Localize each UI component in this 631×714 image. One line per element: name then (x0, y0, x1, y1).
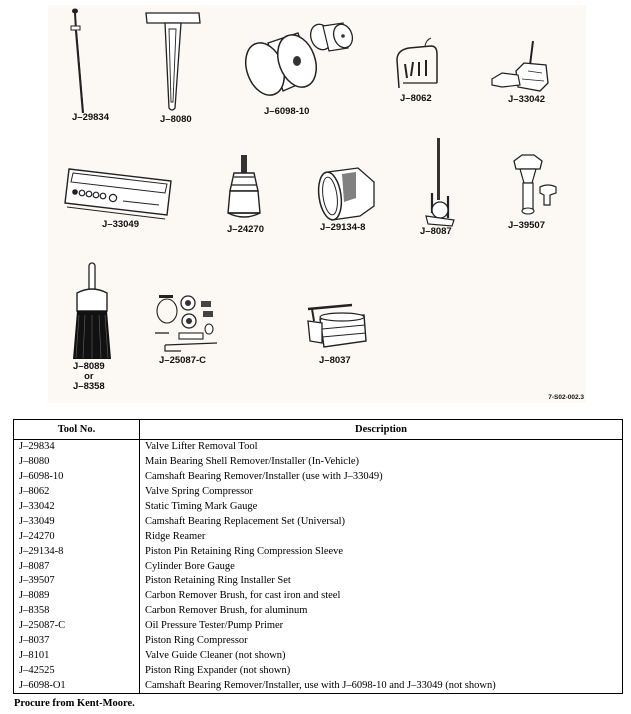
description-cell: Camshaft Bearing Replacement Set (Universal) (140, 514, 623, 529)
table-header-row (14, 420, 623, 440)
tool-label: J–33049 (102, 219, 139, 230)
table-row (14, 514, 623, 529)
tool-label: J–6098-10 (264, 106, 310, 117)
camshaft-bearing-set-case-drawing (63, 167, 175, 219)
description-cell: Valve Spring Compressor (140, 485, 623, 500)
tool-label: J–29834 (72, 112, 109, 123)
tool-number-cell: J–42525 (14, 663, 140, 678)
bore-gauge-drawing (420, 138, 460, 228)
carbon-remover-brush-drawing (71, 263, 115, 363)
tool-number-cell: J–29134-8 (14, 544, 140, 559)
tool-label: J–8062 (400, 93, 432, 104)
table-row (14, 500, 623, 515)
tool-number-cell: J–24270 (14, 529, 140, 544)
description-cell: Valve Lifter Removal Tool (140, 440, 623, 455)
footnote: Procure from Kent-Moore. (14, 698, 135, 709)
figure-id: 7-S02-002.3 (548, 394, 584, 401)
description-cell: Piston Pin Retaining Ring Compression Sleeve (140, 544, 623, 559)
description-cell: Camshaft Bearing Remover/Installer, use with J–6098-10 and J–33049 (not shown) (140, 678, 623, 693)
description-cell: Carbon Remover Brush, for cast iron and steel (140, 589, 623, 604)
tool-label-line: J–8089 (73, 361, 105, 372)
table-row (14, 574, 623, 589)
valve-spring-compressor-drawing (393, 38, 443, 93)
tool-number-cell: J–29834 (14, 440, 140, 455)
compression-sleeve-drawing (316, 168, 378, 220)
description-cell: Main Bearing Shell Remover/Installer (In-Vehicle) (140, 455, 623, 470)
ring-installer-set-drawing (510, 155, 562, 215)
camshaft-bearing-tool-drawing (243, 23, 358, 108)
header-tool-no: Tool No. (14, 420, 140, 440)
ridge-reamer-drawing (226, 155, 262, 221)
description-cell: Ridge Reamer (140, 529, 623, 544)
tool-number-cell: J–39507 (14, 574, 140, 589)
tool-number-cell: J–8089 (14, 589, 140, 604)
tool-label: J–29134-8 (320, 222, 366, 233)
tool-label: J–33042 (508, 94, 545, 105)
timing-mark-gauge-drawing (488, 41, 553, 93)
tool-label: J–8037 (319, 355, 351, 366)
description-cell: Piston Ring Compressor (140, 634, 623, 649)
table-row (14, 634, 623, 649)
tool-number-cell: J–6098-O1 (14, 678, 140, 693)
description-cell: Static Timing Mark Gauge (140, 500, 623, 515)
tool-label: J–8087 (420, 226, 452, 237)
piston-ring-compressor-drawing (306, 305, 368, 350)
description-cell: Valve Guide Cleaner (not shown) (140, 648, 623, 663)
tool-label: J–25087-C (159, 355, 207, 366)
description-cell: Piston Ring Expander (not shown) (140, 663, 623, 678)
tool-number-cell: J–8080 (14, 455, 140, 470)
oil-pressure-tester-kit-drawing (155, 295, 221, 351)
table-row (14, 619, 623, 634)
table-row (14, 678, 623, 693)
header-description: Description (140, 420, 623, 440)
special-tools-table (13, 419, 623, 694)
description-cell: Oil Pressure Tester/Pump Primer (140, 619, 623, 634)
description-cell: Cylinder Bore Gauge (140, 559, 623, 574)
table-row (14, 455, 623, 470)
table-row (14, 663, 623, 678)
table-row (14, 559, 623, 574)
table-row (14, 440, 623, 455)
valve-lifter-tool-drawing (68, 8, 88, 118)
table-row (14, 648, 623, 663)
table-row (14, 529, 623, 544)
tool-number-cell: J–33042 (14, 500, 140, 515)
tool-number-cell: J–6098-10 (14, 470, 140, 485)
tool-number-cell: J–8037 (14, 634, 140, 649)
description-cell: Piston Retaining Ring Installer Set (140, 574, 623, 589)
tool-label-line: or (84, 371, 94, 382)
tool-label: J–8080 (160, 114, 192, 125)
tool-number-cell: J–8101 (14, 648, 140, 663)
tool-number-cell: J–8062 (14, 485, 140, 500)
tool-number-cell: J–8358 (14, 604, 140, 619)
table-row (14, 485, 623, 500)
tool-label: J–24270 (227, 224, 264, 235)
tool-label-brush (73, 362, 105, 392)
main-bearing-tool-drawing (145, 12, 205, 112)
special-tools-illustration (48, 5, 586, 403)
tool-number-cell: J–25087-C (14, 619, 140, 634)
table-row (14, 544, 623, 559)
tool-label-line: J–8358 (73, 381, 105, 392)
table-row (14, 604, 623, 619)
tool-number-cell: J–8087 (14, 559, 140, 574)
tool-label: J–39507 (508, 220, 545, 231)
table-row (14, 589, 623, 604)
tool-number-cell: J–33049 (14, 514, 140, 529)
description-cell: Carbon Remover Brush, for aluminum (140, 604, 623, 619)
table-row (14, 470, 623, 485)
description-cell: Camshaft Bearing Remover/Installer (use with J–33049) (140, 470, 623, 485)
